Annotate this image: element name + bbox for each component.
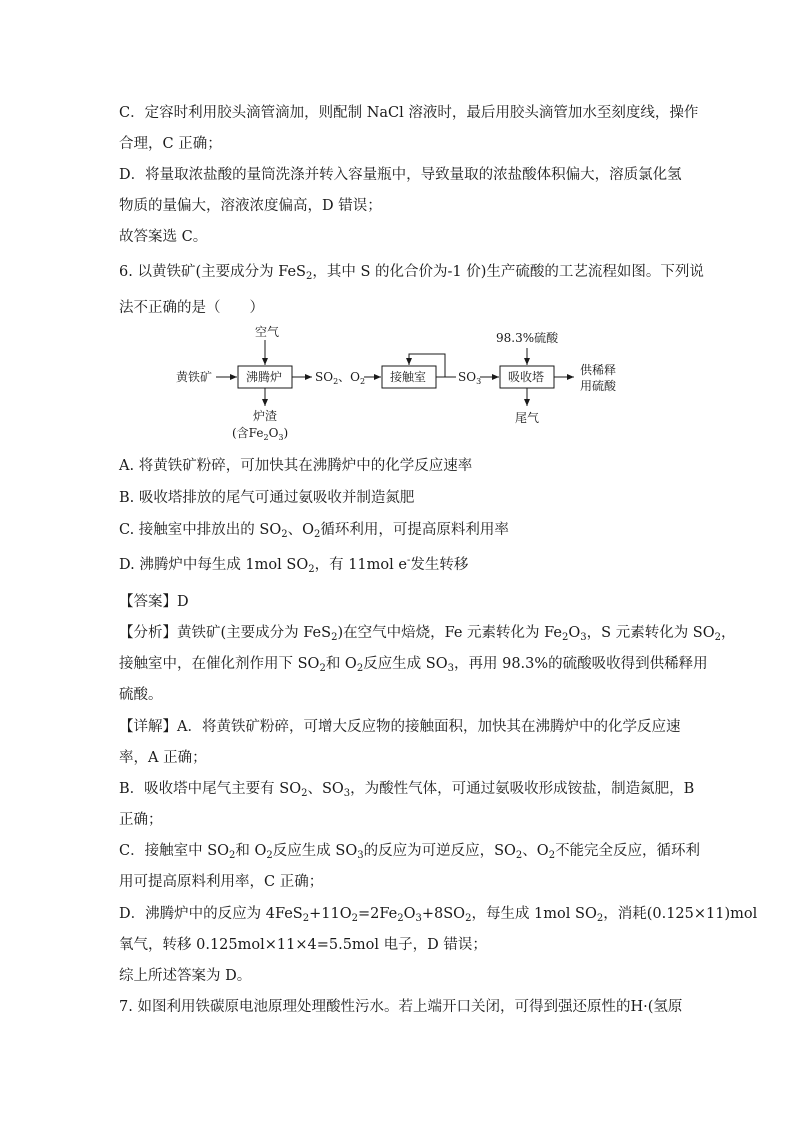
question-7-stem: 7. 如图利用铁碳原电池原理处理酸性污水。若上端开口关闭，可得到强还原性的H·(氢原 xyxy=(119,999,683,1015)
explanation-text: 正确； xyxy=(119,812,163,828)
explanation-text: B．吸收塔中尾气主要有 $SO_2$、$SO_3$，为酸性气体，可通过氨吸收形成铵盐，制造氮肥，B xyxy=(119,781,695,799)
analysis-text: 【分析】黄铁矿(主要成分为 FeS$_2$)在空气中焙烧，Fe 元素转化为 $Fe_2O_3$，S 元素转化为 $SO_2$， xyxy=(119,625,736,643)
question-6-stem: 法不正确的是（ ） xyxy=(119,300,264,316)
text-line: 故答案选 C。 xyxy=(119,229,208,245)
so2-o2-label: $SO_2$、$O_2$ xyxy=(315,370,366,386)
air-label: 空气 xyxy=(255,325,280,339)
explanation-text: 【详解】A．将黄铁矿粉碎，可增大反应物的接触面积，加快其在沸腾炉中的化学反应速 xyxy=(119,719,681,735)
analysis-text: 硫酸。 xyxy=(119,687,163,703)
explanation-text: 综上所述答案为 D。 xyxy=(119,968,252,984)
acid-label: 98.3%硫酸 xyxy=(496,331,559,345)
contact-chamber-label: 接触室 xyxy=(390,370,427,384)
option-c: C. 接触室中排放出的 $SO_2$、$O_2$循环利用，可提高原料利用率 xyxy=(119,522,509,540)
text-line: C．定容时利用胶头滴管滴加，则配制 NaCl 溶液时，最后用胶头滴管加水至刻度线，操作 xyxy=(119,105,699,121)
boiling-furnace-label: 沸腾炉 xyxy=(246,370,283,384)
tail-gas-label: 尾气 xyxy=(515,411,540,425)
text-line: 物质的量偏大，溶液浓度偏高，D 错误； xyxy=(119,198,382,214)
feed-label: 黄铁矿 xyxy=(176,370,213,384)
question-6-stem: 6. 以黄铁矿(主要成分为 FeS$_2$，其中 S 的化合价为-1 价)生产硫酸的工艺流程如图。下列说 xyxy=(119,264,704,282)
absorption-tower-label: 吸收塔 xyxy=(508,370,545,384)
slag-composition-label: (含$Fe_2O_3$) xyxy=(232,426,289,442)
sulfuric-acid-flow-diagram xyxy=(160,322,640,444)
option-a: A. 将黄铁矿粉碎，可加快其在沸腾炉中的化学反应速率 xyxy=(119,458,473,474)
explanation-text: D．沸腾炉中的反应为 $4FeS_2+11O_2=2Fe_2O_3+8SO_2$，每生成 1mol $SO_2$，消耗(0.125×11)mol xyxy=(119,906,758,924)
so3-label: $SO_3$ xyxy=(458,370,482,386)
product-label: 用硫酸 xyxy=(580,379,617,393)
slag-label: 炉渣 xyxy=(253,409,278,423)
explanation-text: 率，A 正确； xyxy=(119,750,207,766)
option-d: D. 沸腾炉中每生成 1mol $SO_2$，有 11mol e-发生转移 xyxy=(119,555,469,575)
explanation-text: 氧气，转移 0.125mol×11×4=5.5mol 电子，D 错误； xyxy=(119,937,487,953)
explanation-text: C．接触室中 $SO_2$和 $O_2$反应生成 $SO_3$的反应为可逆反应，$SO_2$、$O_2$不能完全反应，循环利 xyxy=(119,843,701,861)
text-line: 合理，C 正确； xyxy=(119,136,222,152)
text-line: D．将量取浓盐酸的量筒洗涤并转入容量瓶中，导致量取的浓盐酸体积偏大，溶质氯化氢 xyxy=(119,167,682,183)
analysis-text: 接触室中，在催化剂作用下 $SO_2$和 $O_2$反应生成 $SO_3$，再用 98.3%的硫酸吸收得到供稀释用 xyxy=(119,656,708,674)
explanation-text: 用可提高原料利用率，C 正确； xyxy=(119,874,324,890)
answer-line: 【答案】D xyxy=(119,594,189,610)
product-label: 供稀释 xyxy=(580,363,617,377)
option-b: B. 吸收塔排放的尾气可通过氨吸收并制造氮肥 xyxy=(119,490,415,506)
